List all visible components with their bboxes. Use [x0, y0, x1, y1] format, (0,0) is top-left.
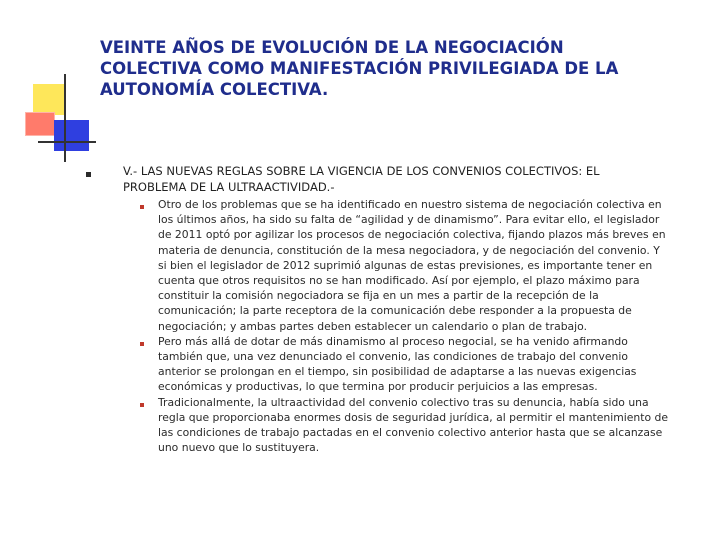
text-line: constituir la comisión negociadora se fija en un mes a partir de la recepción de la: [158, 289, 599, 303]
sub-bullet-text: [158, 197, 700, 334]
decorative-yellow-square: [33, 84, 64, 115]
sub-bullet-icon: [140, 342, 144, 346]
text-line: uno nuevo que lo sustituyera.: [158, 441, 320, 455]
text-line: las condiciones de trabajo pactadas en el convenio colectivo anterior hasta que se alcanzase: [158, 426, 663, 440]
text-line: cuenta que otros requisitos no se han modificado. Así por ejemplo, el plazo máximo para: [158, 274, 640, 288]
text-line: los últimos años, ha sido su falta de “agilidad y de dinamismo”. Para evitar ello, el legislador: [158, 213, 660, 227]
section-bullet-icon: [86, 172, 91, 177]
sub-bullet-item: [140, 197, 700, 334]
sub-bullet-text: [158, 395, 700, 456]
slide-title: [100, 37, 700, 100]
text-line: Pero más allá de dotar de más dinamismo al proceso negocial, se ha venido afirmando: [158, 334, 628, 348]
section-heading-line: V.- LAS NUEVAS REGLAS SOBRE LA VIGENCIA DE LOS CONVENIOS COLECTIVOS: EL: [123, 164, 600, 178]
decorative-red-square: [25, 112, 55, 136]
section-heading: [123, 163, 703, 195]
sub-bullet-item: [140, 334, 700, 395]
text-line: económicas y productivas, lo que termina por producir perjuicios a las empresas.: [158, 380, 598, 394]
slide-title-line: VEINTE AÑOS DE EVOLUCIÓN DE LA NEGOCIACIÓN: [100, 38, 564, 57]
text-line: regla que proporcionaba enormes dosis de seguridad jurídica, al permitir el mantenimiento de: [158, 410, 669, 424]
text-line: también que, una vez denunciado el convenio, las condiciones de trabajo del convenio: [158, 350, 628, 364]
text-line: Tradicionalmente, la ultraactividad del convenio colectivo tras su denuncia, había sido una: [158, 395, 649, 409]
text-line: materia de denuncia, constitución de la mesa negociadora, y de negociación del convenio. Y: [158, 243, 660, 257]
decorative-blue-square: [54, 120, 89, 151]
text-line: negociación; y ambas partes deben establecer un calendario o plan de trabajo.: [158, 319, 588, 333]
sub-bullet-list: [140, 197, 700, 455]
text-line: anterior se prolongan en el tiempo, sin posibilidad de adaptarse a las nuevas exigencias: [158, 365, 637, 379]
decorative-vertical-line: [64, 74, 66, 162]
text-line: comunicación; la parte receptora de la comunicación debe responder a la propuesta de: [158, 304, 632, 318]
text-line: de 2011 optó por agilizar los procesos de negociación colectiva, fijando plazos más breves en: [158, 228, 666, 242]
sub-bullet-icon: [140, 205, 144, 209]
slide-title-line: AUTONOMÍA COLECTIVA.: [100, 80, 329, 99]
slide-title-line: COLECTIVA COMO MANIFESTACIÓN PRIVILEGIADA DE LA: [100, 59, 619, 78]
sub-bullet-icon: [140, 403, 144, 407]
section-heading-line: PROBLEMA DE LA ULTRAACTIVIDAD.-: [123, 180, 335, 194]
decorative-horizontal-line: [38, 141, 96, 143]
text-line: si bien el legislador de 2012 suprimió algunas de estas previsiones, es importante tener en: [158, 258, 653, 272]
sub-bullet-item: [140, 395, 700, 456]
text-line: Otro de los problemas que se ha identificado en nuestro sistema de negociación colectiva en: [158, 198, 662, 211]
sub-bullet-text: [158, 334, 700, 395]
